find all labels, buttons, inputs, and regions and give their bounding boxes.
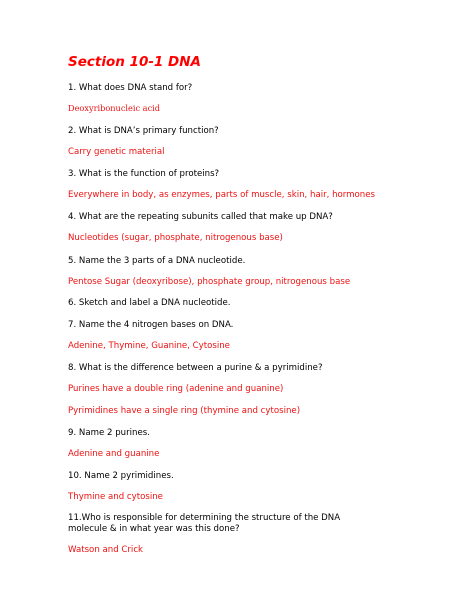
question-6: 6. Sketch and label a DNA nucleotide.	[68, 298, 231, 308]
answer-4: Nucleotides (sugar, phosphate, nitrogenous base)	[68, 233, 283, 243]
answer-2: Carry genetic material	[68, 147, 165, 157]
question-5: 5. Name the 3 parts of a DNA nucleotide.	[68, 256, 246, 266]
answer-9: Adenine and guanine	[68, 449, 160, 459]
question-2: 2. What is DNA’s primary function?	[68, 126, 219, 136]
answer-11: Watson and Crick	[68, 545, 144, 555]
question-1: 1. What does DNA stand for?	[68, 83, 193, 93]
question-9: 9. Name 2 purines.	[68, 428, 150, 438]
answer-5: Pentose Sugar (deoxyribose), phosphate group, nitrogenous base	[68, 277, 351, 287]
answer-7: Adenine, Thymine, Guanine, Cytosine	[68, 341, 230, 351]
answer-8a: Purines have a double ring (adenine and guanine)	[68, 384, 284, 394]
answer-8b: Pyrimidines have a single ring (thymine and cytosine)	[68, 406, 301, 416]
question-8: 8. What is the difference between a purine & a pyrimidine?	[68, 363, 323, 373]
page-title: Section 10-1 DNA	[68, 54, 201, 70]
question-3: 3. What is the function of proteins?	[68, 169, 220, 179]
question-11: 11.Who is responsible for determining the structure of the DNA molecule & in what year was this done?	[68, 513, 341, 534]
answer-1: Deoxyribonucleic acid	[68, 103, 161, 113]
question-4: 4. What are the repeating subunits called that make up DNA?	[68, 212, 333, 222]
question-10: 10. Name 2 pyrimidines.	[68, 471, 174, 481]
question-7: 7. Name the 4 nitrogen bases on DNA.	[68, 320, 234, 330]
answer-3: Everywhere in body, as enzymes, parts of muscle, skin, hair, hormones	[68, 190, 376, 200]
answer-10: Thymine and cytosine	[68, 492, 163, 502]
